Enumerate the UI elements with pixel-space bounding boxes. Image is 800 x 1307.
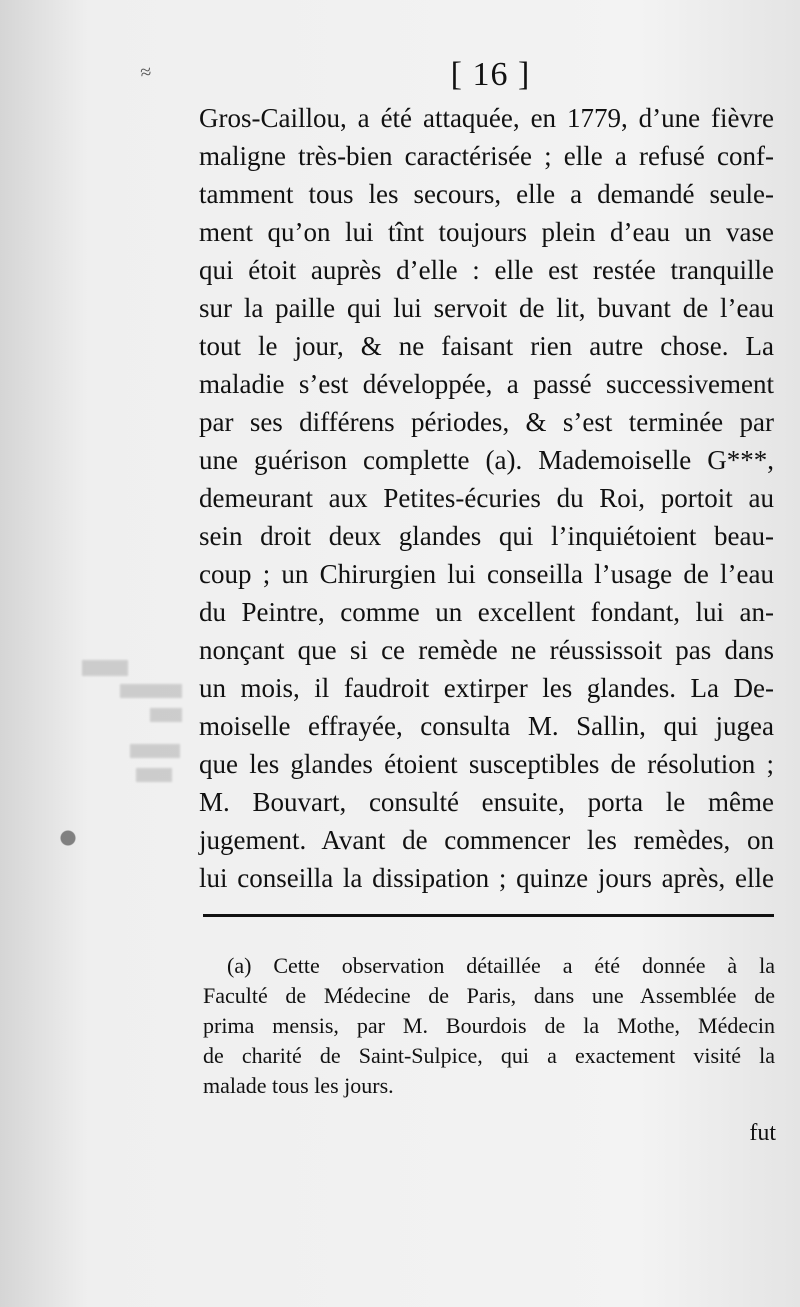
footnote-block xyxy=(203,951,775,1101)
main-text-line: lui conseilla la dissipation ; quinze jours après, elle xyxy=(199,863,774,893)
main-text-line: tamment tous les secours, elle a demandé seule- xyxy=(199,179,774,209)
main-text-line: nonçant que si ce remède ne réussissoit pas dans xyxy=(199,635,774,665)
catchword: fut xyxy=(749,1120,776,1146)
footnote-line: (a) Cette observation détaillée a été donnée à la xyxy=(227,953,775,978)
main-text-line: sein droit deux glandes qui l’inquiétoient beau- xyxy=(199,521,774,551)
footnote-divider xyxy=(203,914,774,917)
footnote-line: malade tous les jours. xyxy=(203,1073,394,1098)
main-text-line: jugement. Avant de commencer les remèdes, on xyxy=(199,825,774,855)
footnote-line: Faculté de Médecine de Paris, dans une Assemblée de xyxy=(203,983,775,1008)
main-text-line: M. Bouvart, consulté ensuite, porta le même xyxy=(199,787,774,817)
main-text-line: moiselle effrayée, consulta M. Sallin, qui jugea xyxy=(199,711,774,741)
main-text-line: maladie s’est développée, a passé successivement xyxy=(199,369,774,399)
main-text-line: par ses différens périodes, & s’est terminée par xyxy=(199,407,774,437)
page-number: [ 16 ] xyxy=(450,56,531,93)
main-text-line: qui étoit auprès d’elle : elle est restée tranquille xyxy=(199,255,774,285)
main-text-line: tout le jour, & ne faisant rien autre chose. La xyxy=(199,331,774,361)
main-text-line: coup ; un Chirurgien lui conseilla l’usage de l’eau xyxy=(199,559,774,589)
main-text-line: une guérison complette (a). Mademoiselle G***, xyxy=(199,445,774,475)
main-text-line: sur la paille qui lui servoit de lit, buvant de l’eau xyxy=(199,293,774,323)
main-text-line: Gros-Caillou, a été attaquée, en 1779, d’une fièvre xyxy=(199,103,774,133)
main-text-line: demeurant aux Petites-écuries du Roi, portoit au xyxy=(199,483,774,513)
main-text-line: ment qu’on lui tînt toujours plein d’eau un vase xyxy=(199,217,774,247)
show-through-margin-text xyxy=(72,660,182,810)
main-text-block xyxy=(199,99,774,897)
footnote-line: prima mensis, par M. Bourdois de la Mothe, Médecin xyxy=(203,1013,775,1038)
ink-smudge-icon: ≈ xyxy=(138,60,153,85)
main-text-line: que les glandes étoient susceptibles de résolution ; xyxy=(199,749,774,779)
main-text-line: maligne très-bien caractérisée ; elle a refusé conf- xyxy=(199,141,774,171)
main-text-line: du Peintre, comme un excellent fondant, lui an- xyxy=(199,597,774,627)
main-text-line: un mois, il faudroit extirper les glandes. La De- xyxy=(199,673,774,703)
footnote-line: de charité de Saint-Sulpice, qui a exactement visité la xyxy=(203,1043,775,1068)
